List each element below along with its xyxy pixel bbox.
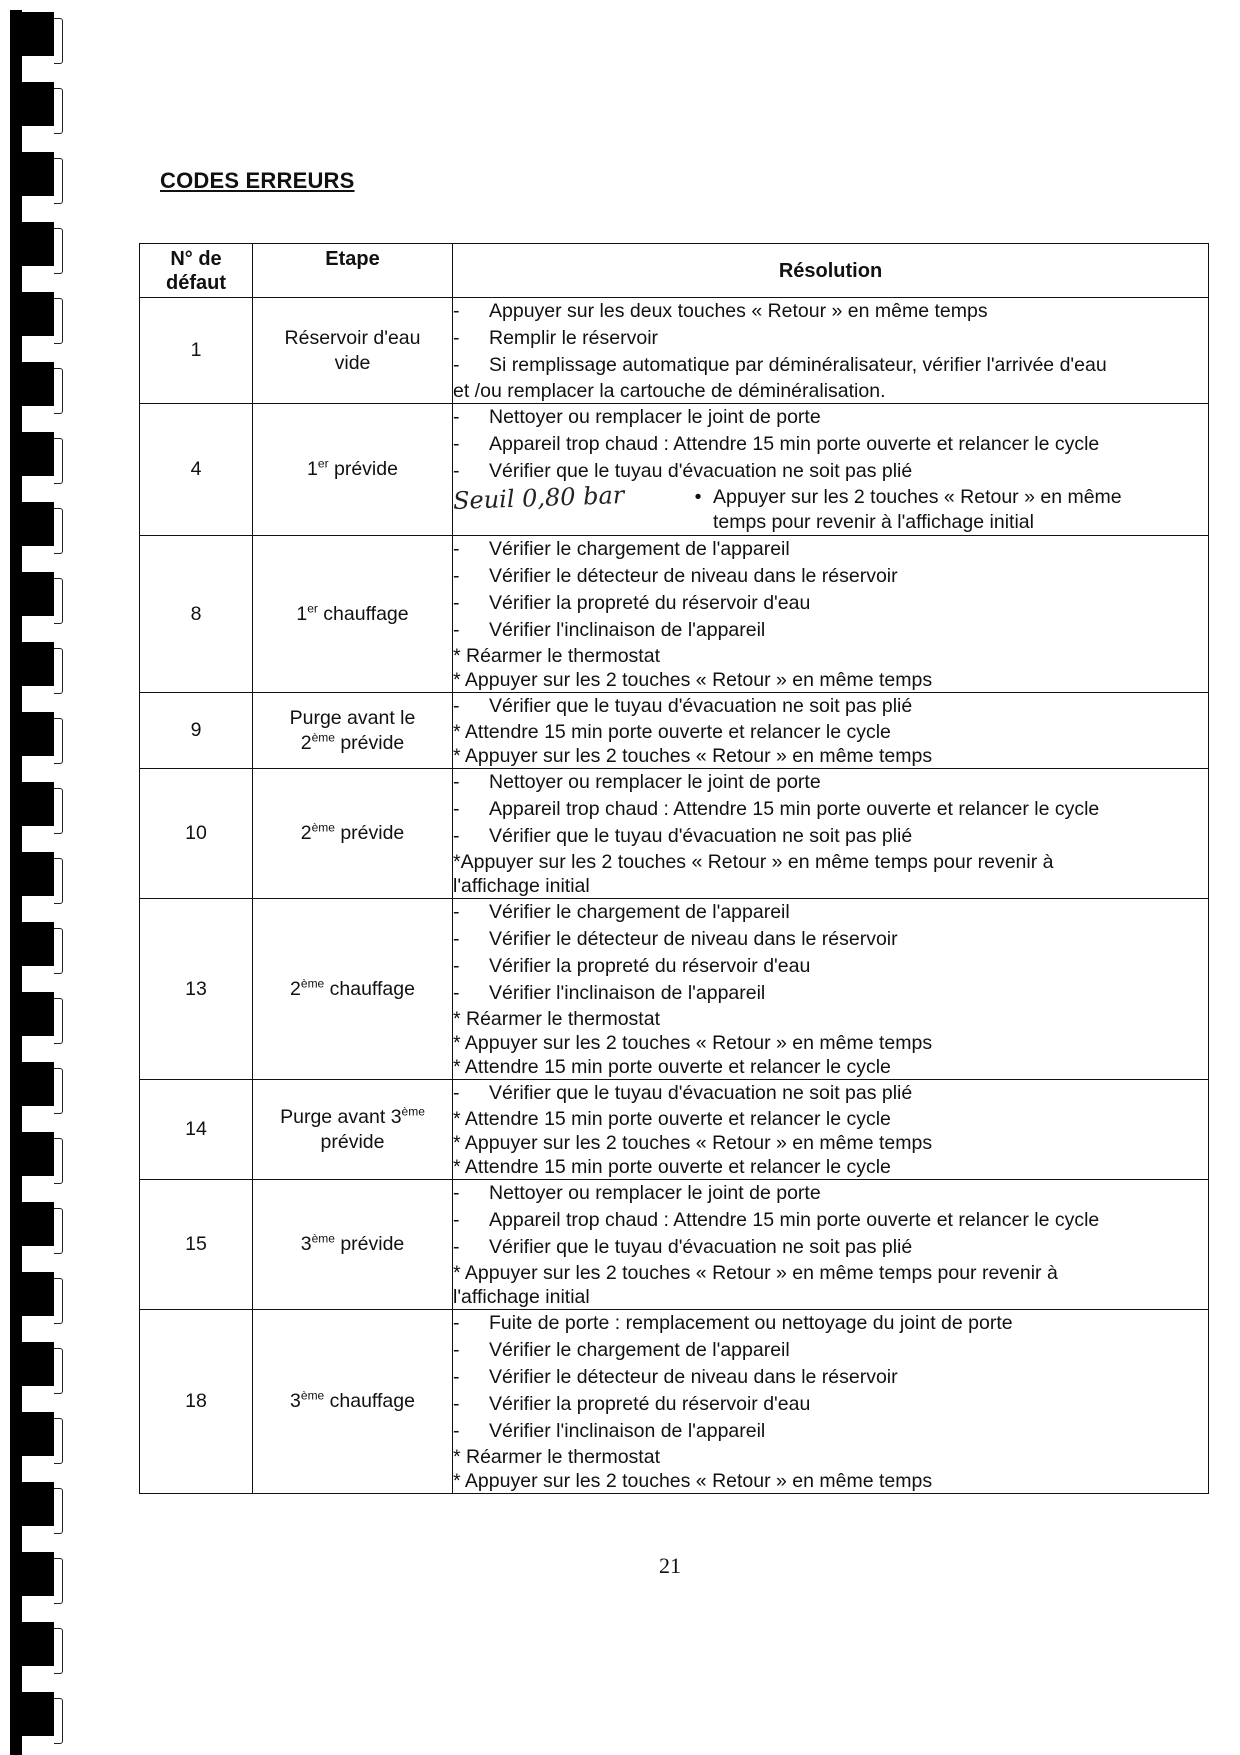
resolution-line bbox=[453, 298, 1208, 325]
dash-bullet: - bbox=[453, 433, 460, 455]
binding-ring bbox=[22, 852, 54, 896]
binding-ring-clip bbox=[54, 438, 63, 484]
error-resolution bbox=[453, 298, 1209, 404]
header-number bbox=[140, 244, 253, 298]
resolution-line bbox=[453, 458, 1208, 485]
resolution-text: Vérifier l'inclinaison de l'appareil bbox=[489, 619, 766, 641]
resolution-text: Vérifier que le tuyau d'évacuation ne soit pas plié bbox=[489, 825, 913, 847]
binding-ring-clip bbox=[54, 508, 63, 554]
step-ordinal: 1 bbox=[307, 458, 318, 480]
header-resolution: Résolution bbox=[453, 244, 1209, 298]
resolution-text: * Attendre 15 min porte ouverte et relancer le cycle bbox=[453, 721, 891, 743]
resolution-line bbox=[453, 796, 1208, 823]
binding-ring bbox=[22, 992, 54, 1036]
error-resolution bbox=[453, 404, 1209, 536]
resolution-line bbox=[453, 693, 1208, 720]
resolution-line bbox=[453, 1080, 1208, 1107]
binding-ring-clip bbox=[54, 1418, 63, 1464]
resolution-text: * Attendre 15 min porte ouverte et relancer le cycle bbox=[453, 1056, 891, 1078]
step-text bbox=[253, 602, 452, 627]
error-code: 4 bbox=[140, 404, 253, 536]
table-row bbox=[140, 1080, 1209, 1180]
table-row bbox=[140, 404, 1209, 536]
error-step bbox=[253, 536, 453, 693]
binding-ring bbox=[22, 12, 54, 56]
resolution-line bbox=[453, 617, 1208, 644]
binding-ring bbox=[22, 292, 54, 336]
handwritten-note: Seuil 0,80 bar bbox=[452, 481, 625, 516]
dash-bullet: - bbox=[453, 1420, 460, 1442]
error-step bbox=[253, 1310, 453, 1494]
resolution-line bbox=[453, 744, 1208, 768]
resolution-line bbox=[453, 1261, 1208, 1285]
dash-bullet: - bbox=[453, 406, 460, 428]
binding-ring bbox=[22, 152, 54, 196]
bullet-icon: • bbox=[694, 486, 702, 508]
resolution-line bbox=[453, 769, 1208, 796]
dash-bullet: - bbox=[453, 1339, 460, 1361]
error-code: 8 bbox=[140, 536, 253, 693]
resolution-text: Vérifier le chargement de l'appareil bbox=[489, 538, 790, 560]
error-code: 10 bbox=[140, 769, 253, 899]
dash-bullet: - bbox=[453, 1312, 460, 1334]
binding-ring bbox=[22, 1412, 54, 1456]
resolution-text: Vérifier l'inclinaison de l'appareil bbox=[489, 1420, 766, 1442]
resolution-text: l'affichage initial bbox=[453, 875, 590, 897]
step-ordinal-suffix: ème bbox=[311, 730, 335, 744]
spiral-binding bbox=[0, 0, 58, 1755]
error-step bbox=[253, 769, 453, 899]
dash-bullet: - bbox=[453, 798, 460, 820]
dash-bullet: - bbox=[453, 825, 460, 847]
step-text: Purge avant le bbox=[289, 706, 416, 729]
resolution-line bbox=[453, 953, 1208, 980]
dash-bullet: - bbox=[453, 300, 460, 322]
resolution-text: *Appuyer sur les 2 touches « Retour » en même temps pour revenir à bbox=[453, 851, 1054, 873]
binding-ring-clip bbox=[54, 88, 63, 134]
resolution-line bbox=[453, 1234, 1208, 1261]
error-resolution bbox=[453, 1310, 1209, 1494]
binding-ring-clip bbox=[54, 578, 63, 624]
error-resolution bbox=[453, 899, 1209, 1080]
step-name: prévide bbox=[328, 458, 398, 480]
resolution-line bbox=[453, 352, 1208, 379]
resolution-text: Vérifier la propreté du réservoir d'eau bbox=[489, 1393, 811, 1415]
resolution-line bbox=[453, 404, 1208, 431]
resolution-line bbox=[453, 720, 1208, 744]
resolution-line bbox=[453, 1207, 1208, 1234]
bullet-text: Appuyer sur les 2 touches « Retour » en même bbox=[713, 486, 1122, 508]
binding-ring bbox=[22, 1622, 54, 1666]
resolution-line bbox=[453, 980, 1208, 1007]
binding-ring bbox=[22, 782, 54, 826]
resolution-text: Vérifier le chargement de l'appareil bbox=[489, 901, 790, 923]
error-resolution bbox=[453, 1180, 1209, 1310]
binding-ring bbox=[22, 432, 54, 476]
step-ordinal-suffix: ème bbox=[300, 976, 325, 990]
dash-bullet: - bbox=[453, 1082, 460, 1104]
resolution-text: l'affichage initial bbox=[453, 1286, 590, 1308]
dash-bullet: - bbox=[453, 354, 460, 376]
resolution-text: * Appuyer sur les 2 touches « Retour » en même temps pour revenir à bbox=[453, 1262, 1058, 1284]
resolution-line bbox=[453, 1131, 1208, 1155]
step-text: Réservoir d'eau bbox=[284, 326, 421, 349]
resolution-text: * Réarmer le thermostat bbox=[453, 645, 660, 667]
binding-ring-clip bbox=[54, 1278, 63, 1324]
binding-ring bbox=[22, 572, 54, 616]
dash-bullet: - bbox=[453, 928, 460, 950]
error-step bbox=[253, 298, 453, 404]
error-resolution bbox=[453, 769, 1209, 899]
table-row bbox=[140, 769, 1209, 899]
dash-bullet: - bbox=[453, 460, 460, 482]
binding-ring-clip bbox=[54, 1628, 63, 1674]
step-text bbox=[253, 731, 452, 756]
dash-bullet: - bbox=[453, 538, 460, 560]
bullet-text-block bbox=[713, 485, 1122, 535]
error-code: 15 bbox=[140, 1180, 253, 1310]
binding-ring-clip bbox=[54, 1208, 63, 1254]
resolution-line bbox=[453, 536, 1208, 563]
resolution-line bbox=[453, 899, 1208, 926]
resolution-text: Vérifier l'inclinaison de l'appareil bbox=[489, 982, 766, 1004]
binding-ring-clip bbox=[54, 1698, 63, 1744]
resolution-line bbox=[453, 1445, 1208, 1469]
step-ordinal: 2 bbox=[290, 977, 301, 1000]
resolution-line bbox=[453, 1310, 1208, 1337]
binding-ring bbox=[22, 1202, 54, 1246]
step-name: chauffage bbox=[324, 977, 415, 1000]
dash-bullet: - bbox=[453, 982, 460, 1004]
error-code: 9 bbox=[140, 693, 253, 769]
resolution-line bbox=[453, 1180, 1208, 1207]
resolution-line bbox=[453, 823, 1208, 850]
step-name: Purge avant bbox=[280, 1105, 391, 1128]
dash-bullet: - bbox=[453, 771, 460, 793]
step-text bbox=[253, 1232, 452, 1257]
binding-ring bbox=[22, 362, 54, 406]
binding-ring bbox=[22, 1692, 54, 1736]
resolution-text: Nettoyer ou remplacer le joint de porte bbox=[489, 1182, 821, 1204]
step-ordinal: 2 bbox=[300, 731, 312, 754]
binding-ring-clip bbox=[54, 228, 63, 274]
dash-bullet: - bbox=[453, 1209, 460, 1231]
resolution-text: et /ou remplacer la cartouche de déminéralisation. bbox=[453, 380, 886, 402]
resolution-text: Vérifier que le tuyau d'évacuation ne soit pas plié bbox=[489, 695, 913, 717]
resolution-text: Appareil trop chaud : Attendre 15 min porte ouverte et relancer le cycle bbox=[489, 433, 1100, 455]
step-ordinal: 2 bbox=[300, 822, 312, 844]
resolution-text: * Attendre 15 min porte ouverte et relancer le cycle bbox=[453, 1156, 891, 1178]
resolution-text: * Réarmer le thermostat bbox=[453, 1446, 660, 1468]
resolution-line bbox=[453, 1055, 1208, 1079]
resolution-text: * Appuyer sur les 2 touches « Retour » en même temps bbox=[453, 1470, 933, 1492]
resolution-text: Nettoyer ou remplacer le joint de porte bbox=[489, 771, 821, 793]
table-row bbox=[140, 1310, 1209, 1494]
step-text: vide bbox=[334, 351, 371, 374]
resolution-line bbox=[453, 563, 1208, 590]
resolution-line bbox=[453, 1007, 1208, 1031]
binding-ring-clip bbox=[54, 718, 63, 764]
step-ordinal-suffix: ème bbox=[311, 820, 335, 835]
binding-ring-clip bbox=[54, 788, 63, 834]
binding-ring bbox=[22, 1272, 54, 1316]
binding-ring-clip bbox=[54, 368, 63, 414]
resolution-line bbox=[453, 1107, 1208, 1131]
error-code: 1 bbox=[140, 298, 253, 404]
resolution-line bbox=[453, 431, 1208, 458]
error-step bbox=[253, 1080, 453, 1180]
resolution-text: * Appuyer sur les 2 touches « Retour » en même temps bbox=[453, 669, 933, 691]
resolution-line bbox=[453, 1418, 1208, 1445]
step-ordinal-suffix: er bbox=[307, 601, 318, 615]
resolution-line bbox=[453, 926, 1208, 953]
step-name: prévide bbox=[334, 1233, 405, 1255]
binding-ring bbox=[22, 82, 54, 126]
resolution-line bbox=[453, 850, 1208, 874]
step-name: prévide bbox=[334, 822, 405, 844]
binding-ring-clip bbox=[54, 1068, 63, 1114]
binding-spine bbox=[10, 10, 22, 1755]
resolution-text: Vérifier le chargement de l'appareil bbox=[489, 1339, 790, 1361]
resolution-text: Fuite de porte : remplacement ou nettoyage du joint de porte bbox=[489, 1312, 1013, 1334]
table-row bbox=[140, 536, 1209, 693]
binding-ring bbox=[22, 1132, 54, 1176]
page-title: CODES ERREURS bbox=[160, 168, 355, 193]
error-codes-table bbox=[139, 243, 1209, 1494]
error-resolution bbox=[453, 536, 1209, 693]
table-row bbox=[140, 899, 1209, 1080]
step-name: chauffage bbox=[317, 602, 409, 625]
error-step bbox=[253, 404, 453, 536]
binding-ring bbox=[22, 1342, 54, 1386]
resolution-line bbox=[453, 644, 1208, 668]
resolution-text: Appareil trop chaud : Attendre 15 min porte ouverte et relancer le cycle bbox=[489, 1209, 1100, 1231]
step-text bbox=[253, 457, 452, 482]
binding-ring-clip bbox=[54, 998, 63, 1044]
dash-bullet: - bbox=[453, 1366, 460, 1388]
resolution-text: Vérifier la propreté du réservoir d'eau bbox=[489, 955, 811, 977]
binding-ring bbox=[22, 712, 54, 756]
error-resolution bbox=[453, 1080, 1209, 1180]
binding-ring bbox=[22, 642, 54, 686]
dash-bullet: - bbox=[453, 1393, 460, 1415]
dash-bullet: - bbox=[453, 695, 460, 717]
binding-ring bbox=[22, 922, 54, 966]
resolution-text: * Appuyer sur les 2 touches « Retour » en même temps bbox=[453, 1032, 933, 1054]
header-number-label: N° de défaut bbox=[166, 247, 226, 294]
resolution-line bbox=[453, 1155, 1208, 1179]
step-ordinal-suffix: ème bbox=[300, 1388, 325, 1403]
error-step bbox=[253, 693, 453, 769]
resolution-text: Si remplissage automatique par déminéralisateur, vérifier l'arrivée d'eau bbox=[489, 354, 1107, 376]
resolution-text: * Appuyer sur les 2 touches « Retour » en même temps bbox=[453, 745, 933, 767]
binding-ring-clip bbox=[54, 858, 63, 904]
dash-bullet: - bbox=[453, 565, 460, 587]
resolution-text: Vérifier que le tuyau d'évacuation ne soit pas plié bbox=[489, 460, 913, 482]
resolution-line bbox=[453, 1337, 1208, 1364]
binding-ring bbox=[22, 502, 54, 546]
dash-bullet: - bbox=[453, 592, 460, 614]
resolution-text: Nettoyer ou remplacer le joint de porte bbox=[489, 406, 821, 428]
step-ordinal-suffix: er bbox=[317, 456, 329, 471]
resolution-text: * Réarmer le thermostat bbox=[453, 1008, 660, 1030]
step-name: chauffage bbox=[324, 1390, 415, 1412]
resolution-line bbox=[453, 1031, 1208, 1055]
step-text bbox=[253, 1105, 452, 1130]
bullet-text: temps pour revenir à l'affichage initial bbox=[713, 511, 1034, 533]
binding-ring-clip bbox=[54, 18, 63, 64]
binding-ring-clip bbox=[54, 1488, 63, 1534]
binding-ring bbox=[22, 1482, 54, 1526]
step-text bbox=[253, 977, 452, 1002]
binding-ring-clip bbox=[54, 928, 63, 974]
dash-bullet: - bbox=[453, 955, 460, 977]
error-code: 18 bbox=[140, 1310, 253, 1494]
resolution-text: Vérifier le détecteur de niveau dans le réservoir bbox=[489, 565, 898, 587]
error-step bbox=[253, 899, 453, 1080]
resolution-line bbox=[453, 590, 1208, 617]
table-header-row bbox=[140, 244, 1209, 298]
resolution-text: Vérifier le détecteur de niveau dans le réservoir bbox=[489, 1366, 898, 1388]
resolution-line bbox=[453, 1364, 1208, 1391]
resolution-text: Vérifier la propreté du réservoir d'eau bbox=[489, 592, 811, 614]
resolution-text: Appareil trop chaud : Attendre 15 min porte ouverte et relancer le cycle bbox=[489, 798, 1100, 820]
binding-ring-clip bbox=[54, 1138, 63, 1184]
error-step bbox=[253, 1180, 453, 1310]
error-resolution bbox=[453, 693, 1209, 769]
step-ordinal: 3 bbox=[390, 1105, 402, 1128]
resolution-text: * Attendre 15 min porte ouverte et relancer le cycle bbox=[453, 1108, 891, 1130]
resolution-text: Vérifier que le tuyau d'évacuation ne soit pas plié bbox=[489, 1082, 913, 1104]
step-ordinal-suffix: ème bbox=[311, 1231, 335, 1246]
step-ordinal: 3 bbox=[300, 1233, 312, 1255]
binding-ring-clip bbox=[54, 648, 63, 694]
resolution-text: * Appuyer sur les 2 touches « Retour » en même temps bbox=[453, 1132, 933, 1154]
step-name: prévide bbox=[334, 731, 405, 754]
step-ordinal: 3 bbox=[290, 1390, 301, 1412]
dash-bullet: - bbox=[453, 1236, 460, 1258]
step-ordinal-suffix: ème bbox=[401, 1104, 425, 1118]
dash-bullet: - bbox=[453, 327, 460, 349]
resolution-line bbox=[453, 325, 1208, 352]
step-text: prévide bbox=[320, 1130, 385, 1153]
resolution-line bbox=[453, 874, 1208, 898]
step-text bbox=[253, 1389, 452, 1414]
resolution-line bbox=[453, 1285, 1208, 1309]
resolution-line bbox=[453, 379, 1208, 403]
page-number: 21 bbox=[659, 1553, 681, 1578]
dash-bullet: - bbox=[453, 1182, 460, 1204]
dash-bullet: - bbox=[453, 619, 460, 641]
resolution-text: Vérifier le détecteur de niveau dans le réservoir bbox=[489, 928, 898, 950]
resolution-text: Vérifier que le tuyau d'évacuation ne soit pas plié bbox=[489, 1236, 913, 1258]
step-text bbox=[253, 821, 452, 846]
error-code: 14 bbox=[140, 1080, 253, 1180]
table-row bbox=[140, 693, 1209, 769]
header-step: Etape bbox=[253, 244, 453, 298]
resolution-text: Appuyer sur les deux touches « Retour » en même temps bbox=[489, 300, 988, 322]
step-ordinal: 1 bbox=[296, 602, 308, 625]
binding-ring-clip bbox=[54, 1348, 63, 1394]
resolution-line bbox=[453, 1391, 1208, 1418]
binding-ring bbox=[22, 222, 54, 266]
handwritten-note-row bbox=[452, 481, 1208, 535]
table-row bbox=[140, 1180, 1209, 1310]
resolution-text: Remplir le réservoir bbox=[489, 327, 659, 349]
binding-ring-clip bbox=[54, 158, 63, 204]
table-row bbox=[140, 298, 1209, 404]
resolution-line bbox=[453, 1469, 1208, 1493]
error-code: 13 bbox=[140, 899, 253, 1080]
resolution-line bbox=[453, 668, 1208, 692]
binding-ring-clip bbox=[54, 298, 63, 344]
binding-ring bbox=[22, 1062, 54, 1106]
dash-bullet: - bbox=[453, 901, 460, 923]
